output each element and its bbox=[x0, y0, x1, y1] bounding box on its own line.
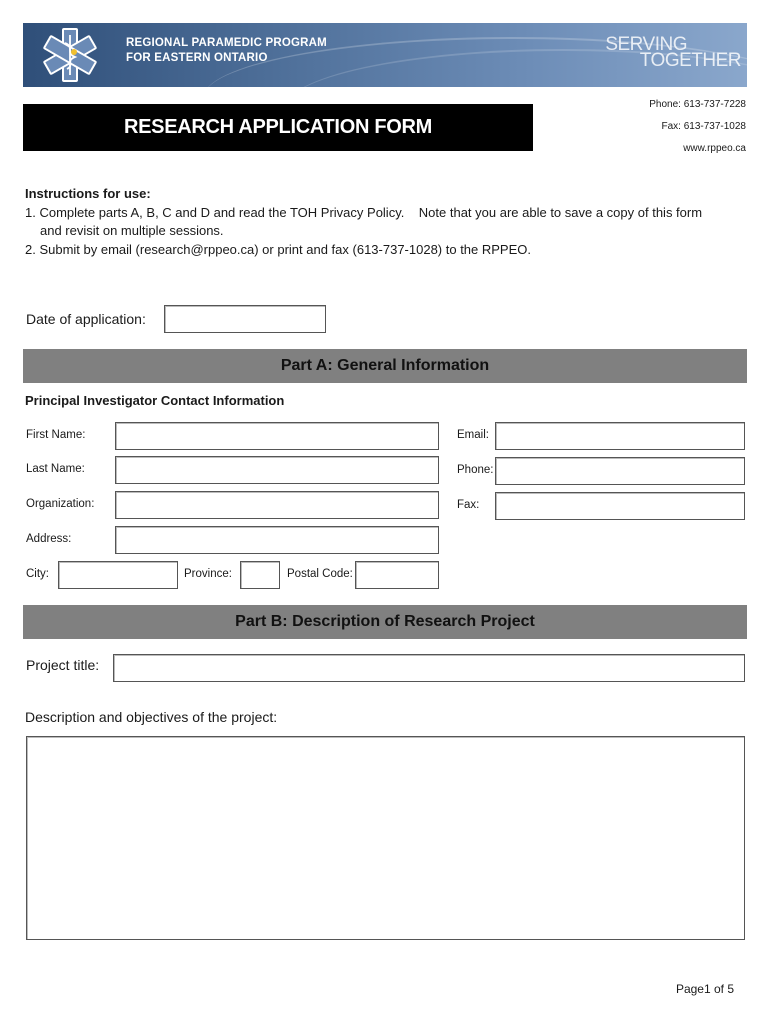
contact-phone: Phone: 613-737-7228 bbox=[649, 99, 746, 110]
tagline-line2: TOGETHER bbox=[639, 50, 741, 71]
province-field[interactable] bbox=[240, 561, 280, 589]
fax-field[interactable] bbox=[495, 492, 745, 520]
header-banner bbox=[23, 23, 747, 87]
form-title: RESEARCH APPLICATION FORM bbox=[23, 104, 533, 151]
description-textarea[interactable] bbox=[26, 736, 745, 940]
project-title-label: Project title: bbox=[26, 657, 100, 673]
program-name bbox=[126, 36, 327, 66]
instruction-1-continued: and revisit on multiple sessions. bbox=[40, 223, 224, 238]
email-label: Email: bbox=[457, 429, 489, 441]
star-of-life-icon bbox=[41, 26, 99, 84]
organization-field[interactable] bbox=[115, 491, 439, 519]
first-name-label: First Name: bbox=[26, 429, 86, 441]
part-a-header: Part A: General Information bbox=[23, 349, 747, 383]
last-name-field[interactable] bbox=[115, 456, 439, 484]
first-name-field[interactable] bbox=[115, 422, 439, 450]
postal-code-field[interactable] bbox=[355, 561, 439, 589]
instruction-2: 2. Submit by email (research@rppeo.ca) or print and fax (613-737-1028) to the RPPEO. bbox=[25, 242, 531, 257]
phone-field[interactable] bbox=[495, 457, 745, 485]
project-title-field[interactable] bbox=[113, 654, 745, 682]
address-field[interactable] bbox=[115, 526, 439, 554]
pi-contact-heading: Principal Investigator Contact Information bbox=[25, 393, 285, 408]
organization-label: Organization: bbox=[26, 498, 95, 510]
description-label: Description and objectives of the project: bbox=[25, 709, 278, 725]
date-label: Date of application: bbox=[26, 311, 146, 327]
page-number: Page1 of 5 bbox=[675, 982, 734, 996]
tagline bbox=[605, 34, 741, 71]
city-label: City: bbox=[26, 568, 49, 580]
date-field[interactable] bbox=[164, 305, 326, 333]
last-name-label: Last Name: bbox=[26, 463, 85, 475]
instructions-heading: Instructions for use: bbox=[25, 186, 151, 201]
program-name-line1: REGIONAL PARAMEDIC PROGRAM bbox=[126, 37, 327, 49]
phone-label: Phone: bbox=[457, 464, 494, 476]
email-field[interactable] bbox=[495, 422, 745, 450]
contact-website[interactable]: www.rppeo.ca bbox=[683, 143, 746, 154]
province-label: Province: bbox=[184, 568, 232, 580]
instruction-1: 1. Complete parts A, B, C and D and read the TOH Privacy Policy. Note that you are able to save a copy of this form bbox=[25, 205, 703, 220]
fax-label: Fax: bbox=[457, 499, 480, 511]
address-label: Address: bbox=[26, 533, 72, 545]
city-field[interactable] bbox=[58, 561, 178, 589]
program-name-line2: FOR EASTERN ONTARIO bbox=[126, 52, 268, 64]
contact-fax: Fax: 613-737-1028 bbox=[661, 121, 746, 132]
part-b-header: Part B: Description of Research Project bbox=[23, 605, 747, 639]
postal-code-label: Postal Code: bbox=[287, 568, 353, 580]
tagline-line1: SERVING bbox=[605, 34, 687, 55]
